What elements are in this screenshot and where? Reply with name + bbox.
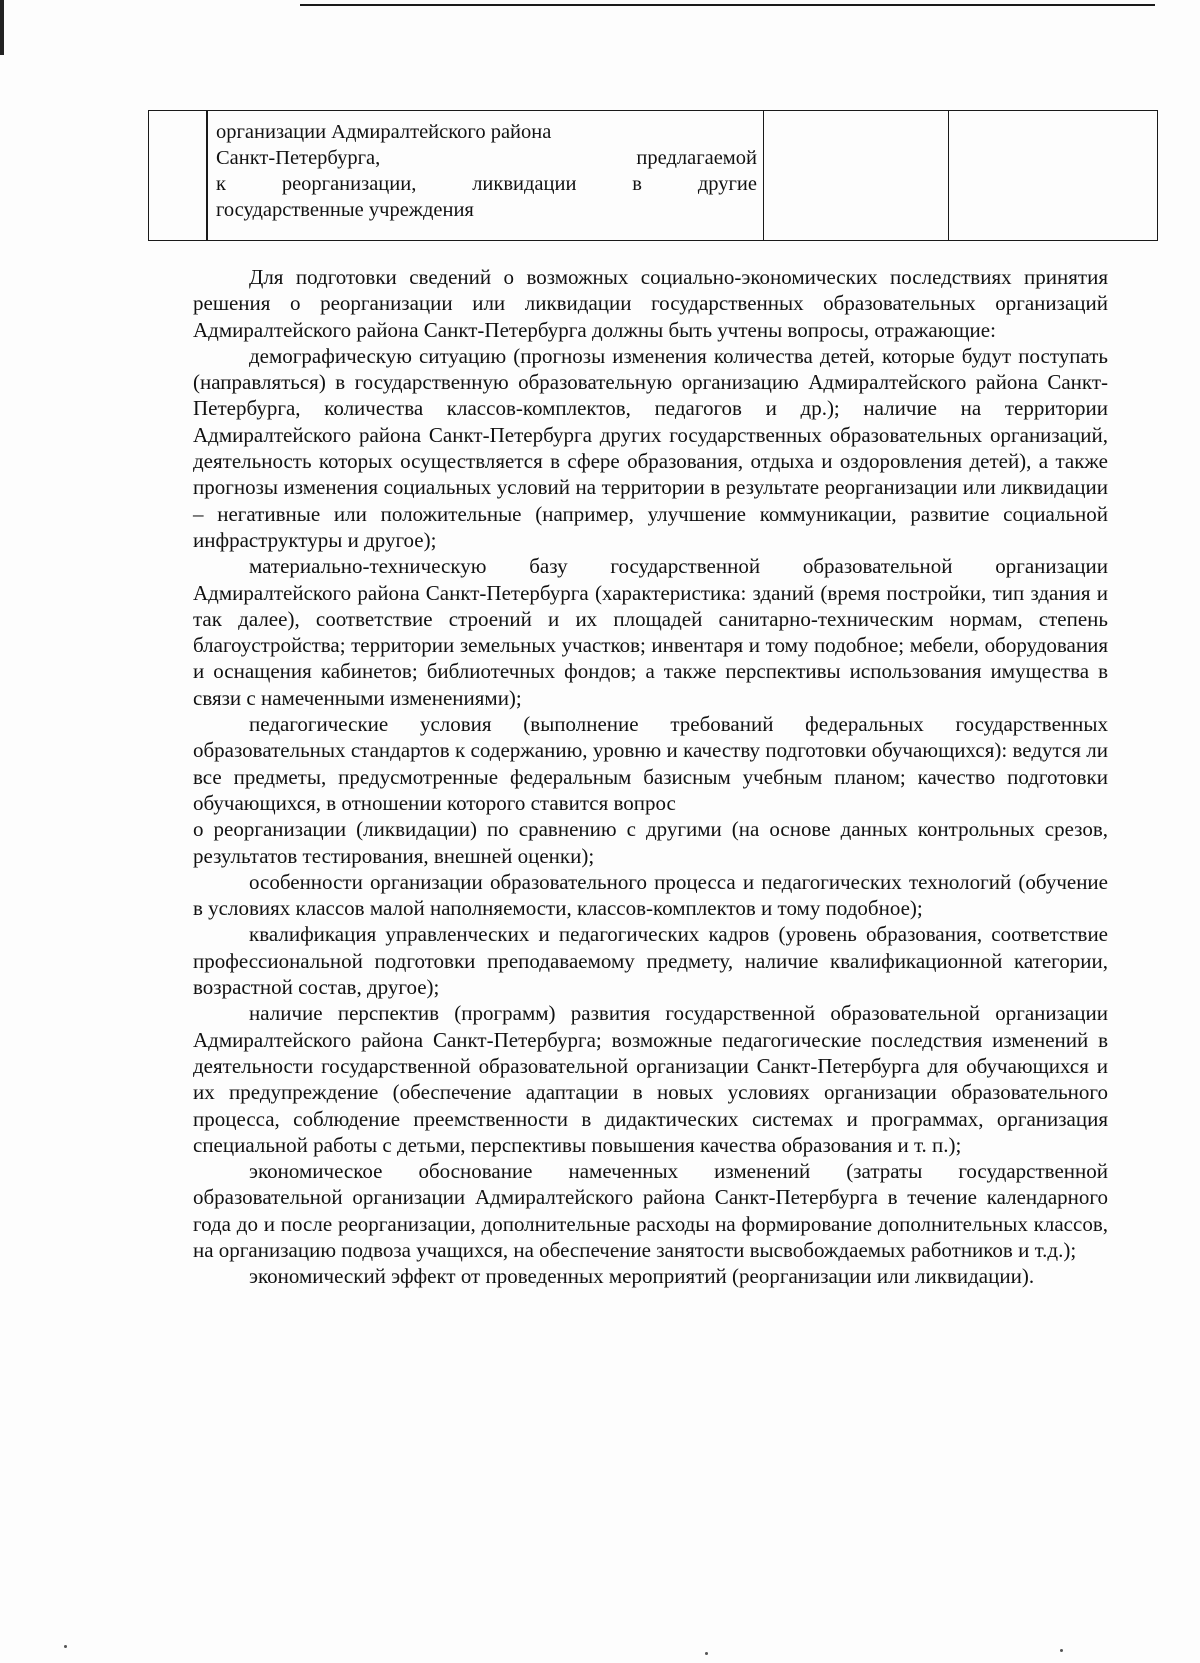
cell-word: реорганизации, [281, 173, 417, 195]
body-paragraph: Для подготовки сведений о возможных социально-экономических последствиях принятия решения о реорганизации или ликвидации государственных образовательных организаций Адмиралтейского района Санкт-Петербурга должны быть учтены вопросы, отражающие: [193, 265, 1108, 342]
scan-speck [705, 1652, 708, 1655]
cell-line [216, 171, 757, 197]
cell-word: предлагаемой [636, 147, 757, 169]
body-paragraph: особенности организации образовательного процесса и педагогических технологий (обучение в условиях классов малой наполняемости, классов-комплектов и тому подобное); [193, 869, 1108, 921]
cell-line [216, 145, 757, 171]
scan-edge-artifact [0, 0, 4, 55]
scan-top-border-artifact [300, 4, 1155, 6]
cell-word: другие [697, 173, 757, 195]
body-paragraph: наличие перспектив (программ) развития государственной образовательной организации Адмиралтейского района Санкт-Петербурга; возможные педагогические последствия изменений в деятельности государственной образовательной организации Санкт-Петербурга для обучающихся и их предупреждение (обеспечение адаптации в новых условиях организации образовательного процесса, соблюдение преемственности в дидактических системах и программах, организация специальной работы с детьми, перспективы повышения качества образования и т. п.); [193, 1001, 1108, 1157]
body-paragraph: квалификация управленческих и педагогических кадров (уровень образования, соответствие профессиональной подготовки преподаваемому предмету, наличие квалификационной категории, возрастной состав, другое); [193, 922, 1108, 1000]
cell-line: организации Адмиралтейского района [216, 121, 552, 143]
cell-word: к [216, 173, 226, 195]
scan-speck [1060, 1649, 1063, 1652]
cell-word: в [632, 173, 642, 195]
table-cell-number [149, 111, 208, 241]
table-cell-empty [949, 111, 1158, 241]
table-row [149, 111, 1158, 241]
table-cell-empty [764, 111, 949, 241]
body-paragraph: педагогические условия (выполнение требований федеральных государственных образовательных стандартов к содержанию, уровню и качеству подготовки обучающихся): ведутся ли все предметы, предусмотренные федеральным базисным учебным планом; качество подготовки обучающихся, в отношении которого ставится вопрос [193, 712, 1108, 815]
cell-word: Санкт-Петербурга, [216, 147, 381, 169]
body-paragraph: о реорганизации (ликвидации) по сравнению с другими (на основе данных контрольных срезов, результатов тестирования, внешней оценки); [193, 817, 1108, 868]
body-paragraph: экономический эффект от проведенных мероприятий (реорганизации или ликвидации). [249, 1264, 1035, 1289]
document-body [193, 264, 1108, 1290]
table-cell-description [207, 111, 764, 241]
body-paragraph: материально-техническую базу государственной образовательной организации Адмиралтейского района Санкт-Петербурга (характеристика: зданий (время постройки, тип здания и так далее), соответствие строений и их площадей санитарно-техническим нормам, степень благоустройства; территории земельных участков; инвентаря и тому подобное; мебели, оборудования и оснащения кабинетов; библиотечных фондов; а также перспективы использования имущества в связи с намеченными изменениями); [193, 554, 1108, 710]
cell-word: ликвидации [472, 173, 577, 195]
cell-description-text [208, 111, 763, 223]
cell-line: государственные учреждения [216, 199, 474, 221]
body-paragraph: демографическую ситуацию (прогнозы изменения количества детей, которые будут поступать (направляться) в государственную образовательную организацию Адмиралтейского района Санкт-Петербурга, количества классов-комплектов, педагогов и др.); наличие на территории Адмиралтейского района Санкт-Петербурга других государственных образовательных организаций, деятельность которых осуществляется в сфере образования, отдыха и оздоровления детей), а также прогнозы изменения социальных условий на территории в результате реорганизации или ликвидации – негативные или положительные (например, улучшение коммуникации, развитие социальной инфраструктуры и другое); [193, 343, 1108, 552]
table-fragment [148, 110, 1158, 241]
scan-speck [64, 1645, 67, 1648]
body-paragraph: экономическое обоснование намеченных изменений (затраты государственной образовательной организации Адмиралтейского района Санкт-Петербурга в течение календарного года до и после реорганизации, дополнительные расходы на формирование дополнительных классов, на организацию подвоза учащихся, на обеспечение занятости высвобождаемых работников и т.д.); [193, 1159, 1108, 1262]
